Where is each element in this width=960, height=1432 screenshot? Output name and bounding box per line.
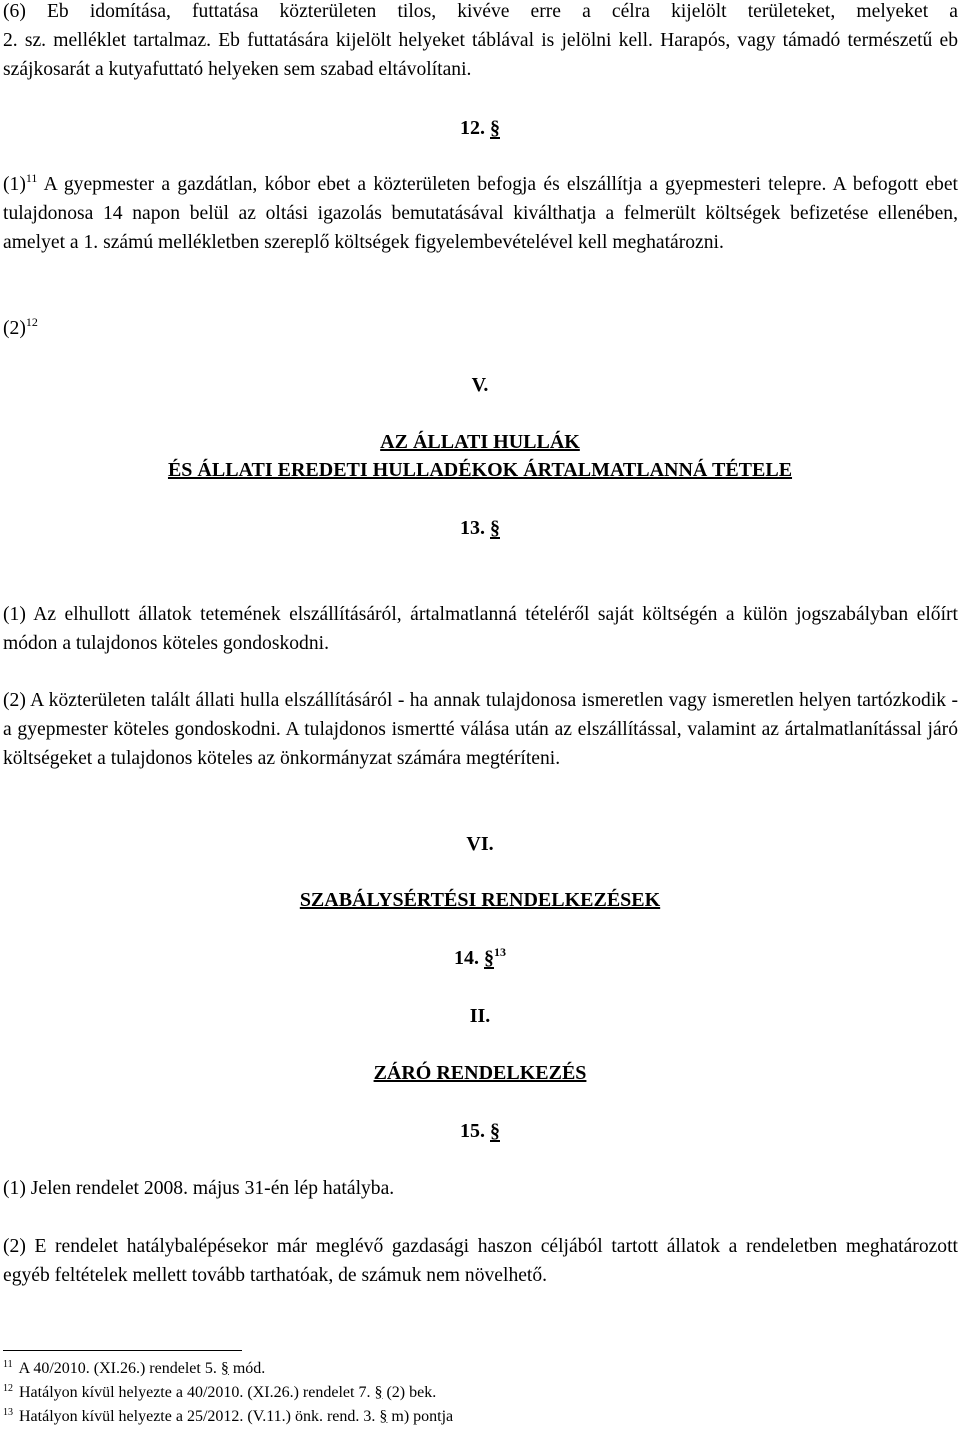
chapter-6-number: VI. (466, 833, 494, 855)
footnote-13: $^{13}$ Hatályon kívül helyezte a 25/2012. (V.11.) önk. rend. 3. § m) pontja (3, 1407, 454, 1425)
section-sign: § (484, 947, 494, 969)
section-15-heading (0, 1117, 960, 1145)
footnote-12: $^{12}$ Hatályon kívül helyezte a 40/2010. (XI.26.) rendelet 7. § (2) bek. (3, 1383, 437, 1401)
section-13-paragraph-2: (2) A közterületen talált állati hulla elszállításáról - ha annak tulajdonosa ismeretlen vagy ismeretlen helyen tartózkodik - a gyepmester köteles gondoskodni. A tulajdonos ismertté válása után az elszállítással, valamint az ártalmatlanítással járó költségeket a tulajdonos köteles az önkormányzat számára megtéríteni. (3, 690, 958, 769)
section-12-heading (0, 114, 960, 142)
chapter-6-title: SZABÁLYSÉRTÉSI RENDELKEZÉSEK (299, 889, 661, 911)
section-number: 14. (454, 947, 479, 969)
chapter-2-number: II. (469, 1005, 491, 1027)
chapter-5-title-line-2: ÉS ÁLLATI EREDETI HULLADÉKOK ÁRTALMATLANNÁ TÉTELE (167, 459, 793, 481)
section-sign: § (490, 117, 500, 139)
section-15-paragraph-1: (1) Jelen rendelet 2008. május 31-én lép hatályba. (3, 1178, 395, 1199)
footnote-ref-11[interactable]: 11 (25, 171, 38, 185)
section-15-paragraph-2: (2) E rendelet hatálybalépésekor már meglévő gazdasági haszon céljából tartott állatok a rendeletben meghatározott egyéb feltételek mellett tovább tarthatóak, de számuk nem növelhető. (3, 1236, 958, 1286)
section-14-heading (0, 944, 960, 972)
chapter-5-number: V. (471, 374, 489, 396)
footnote-ref-13[interactable]: 13 (494, 945, 506, 959)
section-12-paragraph-2: (2)$^{12}$ (3, 315, 38, 339)
section-13-heading (0, 514, 960, 542)
chapter-2-title: ZÁRÓ RENDELKEZÉS (373, 1062, 587, 1084)
section-number: 12. (460, 117, 485, 139)
chapter-5-title-line-1: AZ ÁLLATI HULLÁK (380, 431, 580, 453)
footnote-ref-12[interactable]: 12 (25, 315, 38, 329)
footnote-divider (3, 1350, 242, 1351)
section-sign: § (490, 1120, 500, 1142)
section-sign: § (490, 517, 500, 539)
section-number: 15. (460, 1120, 485, 1142)
section-12-paragraph-1: (1)$^{11}$ A gyepmester a gazdátlan, kóbor ebet a közterületen befogja és elszállítja a gyepmesteri telepre. A befogott ebet tulajdonosa 14 napon belül az oltási igazolás bemutatásával kiválthatja a felmerült költségek befizetése ellenében, amelyet a 1. számú mellékletben szereplő költségek figyelembevételével kell meghatározni. (3, 171, 958, 253)
section-number: 13. (460, 517, 485, 539)
footnote-11: $^{11}$ A 40/2010. (XI.26.) rendelet 5. § mód. (3, 1359, 266, 1377)
paragraph-6-line-1: (6) Eb idomítása, futtatása közterületen tilos, kivéve erre a célra kijelölt területeket, melyeket a (3, 1, 958, 22)
paragraph-6: 2. sz. melléklet tartalmaz. Eb futtatására kijelölt helyeket táblával is jelölni kell. Harapós, vagy támadó természetű eb szájkosarát a kutyafuttató helyeken sem szabad eltávolítani. (3, 30, 958, 80)
section-13-paragraph-1: (1) Az elhullott állatok tetemének elszállításáról, ártalmatlanná tételéről saját költségén a külön jogszabályban előírt módon a tulajdonos köteles gondoskodni. (3, 604, 958, 654)
